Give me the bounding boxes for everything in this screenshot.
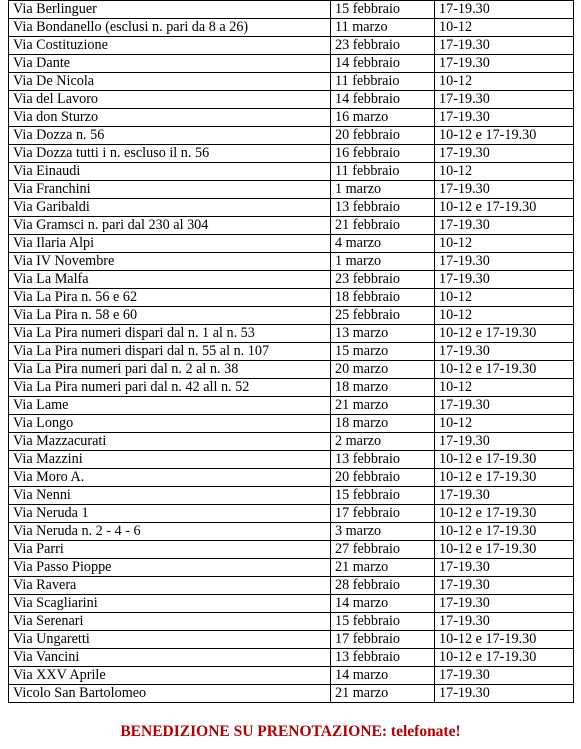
date-cell: 15 marzo <box>331 343 435 361</box>
time-cell: 17-19.30 <box>435 667 574 685</box>
street-cell: Via Bondanello (esclusi n. pari da 8 a 26) <box>9 19 331 37</box>
table-row <box>9 505 574 523</box>
date-cell: 4 marzo <box>331 235 435 253</box>
time-cell: 10-12 e 17-19.30 <box>435 361 574 379</box>
time-cell: 10-12 e 17-19.30 <box>435 505 574 523</box>
table-row <box>9 217 574 235</box>
date-cell: 14 marzo <box>331 667 435 685</box>
date-cell: 11 febbraio <box>331 163 435 181</box>
time-cell: 10-12 e 17-19.30 <box>435 199 574 217</box>
table-row <box>9 469 574 487</box>
time-cell: 17-19.30 <box>435 1 574 19</box>
time-cell: 10-12 e 17-19.30 <box>435 451 574 469</box>
street-cell: Via Nenni <box>9 487 331 505</box>
street-cell: Via Parri <box>9 541 331 559</box>
street-cell: Via Dozza tutti i n. escluso il n. 56 <box>9 145 331 163</box>
table-row <box>9 253 574 271</box>
table-row <box>9 73 574 91</box>
street-cell: Via La Pira n. 58 e 60 <box>9 307 331 325</box>
table-row <box>9 379 574 397</box>
date-cell: 21 marzo <box>331 559 435 577</box>
date-cell: 14 febbraio <box>331 91 435 109</box>
time-cell: 10-12 <box>435 163 574 181</box>
street-cell: Via La Pira numeri pari dal n. 42 all n. 52 <box>9 379 331 397</box>
table-row <box>9 487 574 505</box>
table-row <box>9 271 574 289</box>
date-cell: 14 febbraio <box>331 55 435 73</box>
street-cell: Via Lame <box>9 397 331 415</box>
table-row <box>9 37 574 55</box>
table-row <box>9 397 574 415</box>
time-cell: 10-12 <box>435 379 574 397</box>
street-cell: Via La Malfa <box>9 271 331 289</box>
date-cell: 15 febbraio <box>331 1 435 19</box>
time-cell: 10-12 e 17-19.30 <box>435 649 574 667</box>
table-row <box>9 19 574 37</box>
schedule-table-body <box>9 1 574 703</box>
table-row <box>9 541 574 559</box>
time-cell: 17-19.30 <box>435 343 574 361</box>
street-cell: Via De Nicola <box>9 73 331 91</box>
time-cell: 10-12 <box>435 415 574 433</box>
date-cell: 14 marzo <box>331 595 435 613</box>
table-row <box>9 199 574 217</box>
table-row <box>9 415 574 433</box>
street-cell: Via IV Novembre <box>9 253 331 271</box>
time-cell: 17-19.30 <box>435 109 574 127</box>
time-cell: 17-19.30 <box>435 253 574 271</box>
date-cell: 25 febbraio <box>331 307 435 325</box>
date-cell: 18 marzo <box>331 415 435 433</box>
time-cell: 10-12 e 17-19.30 <box>435 523 574 541</box>
date-cell: 13 febbraio <box>331 199 435 217</box>
time-cell: 17-19.30 <box>435 271 574 289</box>
time-cell: 17-19.30 <box>435 181 574 199</box>
street-cell: Via XXV Aprile <box>9 667 331 685</box>
street-cell: Via Neruda 1 <box>9 505 331 523</box>
table-row <box>9 109 574 127</box>
blessing-schedule-table <box>8 0 574 703</box>
street-cell: Via Passo Pioppe <box>9 559 331 577</box>
date-cell: 23 febbraio <box>331 37 435 55</box>
time-cell: 10-12 e 17-19.30 <box>435 325 574 343</box>
time-cell: 17-19.30 <box>435 55 574 73</box>
date-cell: 28 febbraio <box>331 577 435 595</box>
date-cell: 21 marzo <box>331 685 435 703</box>
street-cell: Via Dante <box>9 55 331 73</box>
table-row <box>9 181 574 199</box>
street-cell: Via Serenari <box>9 613 331 631</box>
date-cell: 11 marzo <box>331 19 435 37</box>
time-cell: 17-19.30 <box>435 487 574 505</box>
time-cell: 10-12 e 17-19.30 <box>435 127 574 145</box>
date-cell: 11 febbraio <box>331 73 435 91</box>
time-cell: 10-12 e 17-19.30 <box>435 631 574 649</box>
table-row <box>9 595 574 613</box>
table-row <box>9 613 574 631</box>
date-cell: 2 marzo <box>331 433 435 451</box>
table-row <box>9 451 574 469</box>
date-cell: 1 marzo <box>331 253 435 271</box>
street-cell: Via Ilaria Alpi <box>9 235 331 253</box>
time-cell: 17-19.30 <box>435 217 574 235</box>
time-cell: 17-19.30 <box>435 145 574 163</box>
street-cell: Via Garibaldi <box>9 199 331 217</box>
street-cell: Via Einaudi <box>9 163 331 181</box>
date-cell: 20 marzo <box>331 361 435 379</box>
street-cell: Via Longo <box>9 415 331 433</box>
date-cell: 18 febbraio <box>331 289 435 307</box>
street-cell: Via La Pira numeri dispari dal n. 1 al n. 53 <box>9 325 331 343</box>
date-cell: 17 febbraio <box>331 505 435 523</box>
table-row <box>9 667 574 685</box>
table-row <box>9 1 574 19</box>
street-cell: Via Ravera <box>9 577 331 595</box>
street-cell: Via Mazzini <box>9 451 331 469</box>
date-cell: 13 marzo <box>331 325 435 343</box>
table-row <box>9 649 574 667</box>
street-cell: Via Gramsci n. pari dal 230 al 304 <box>9 217 331 235</box>
table-row <box>9 91 574 109</box>
street-cell: Via don Sturzo <box>9 109 331 127</box>
date-cell: 18 marzo <box>331 379 435 397</box>
time-cell: 17-19.30 <box>435 559 574 577</box>
time-cell: 10-12 <box>435 235 574 253</box>
time-cell: 10-12 e 17-19.30 <box>435 541 574 559</box>
street-cell: Via Neruda n. 2 - 4 - 6 <box>9 523 331 541</box>
table-row <box>9 127 574 145</box>
time-cell: 17-19.30 <box>435 685 574 703</box>
time-cell: 17-19.30 <box>435 37 574 55</box>
booking-notice: BENEDIZIONE SU PRENOTAZIONE: telefonate! <box>120 723 461 740</box>
date-cell: 13 febbraio <box>331 451 435 469</box>
street-cell: Via Dozza n. 56 <box>9 127 331 145</box>
time-cell: 10-12 e 17-19.30 <box>435 469 574 487</box>
time-cell: 17-19.30 <box>435 613 574 631</box>
table-row <box>9 685 574 703</box>
table-row <box>9 523 574 541</box>
date-cell: 27 febbraio <box>331 541 435 559</box>
date-cell: 23 febbraio <box>331 271 435 289</box>
table-row <box>9 631 574 649</box>
table-row <box>9 343 574 361</box>
street-cell: Vicolo San Bartolomeo <box>9 685 331 703</box>
time-cell: 17-19.30 <box>435 433 574 451</box>
time-cell: 17-19.30 <box>435 595 574 613</box>
table-row <box>9 577 574 595</box>
table-row <box>9 361 574 379</box>
time-cell: 17-19.30 <box>435 91 574 109</box>
street-cell: Via Costituzione <box>9 37 331 55</box>
date-cell: 21 febbraio <box>331 217 435 235</box>
table-row <box>9 307 574 325</box>
date-cell: 16 febbraio <box>331 145 435 163</box>
time-cell: 17-19.30 <box>435 577 574 595</box>
street-cell: Via Berlinguer <box>9 1 331 19</box>
street-cell: Via Ungaretti <box>9 631 331 649</box>
street-cell: Via del Lavoro <box>9 91 331 109</box>
street-cell: Via Moro A. <box>9 469 331 487</box>
street-cell: Via Scagliarini <box>9 595 331 613</box>
table-row <box>9 433 574 451</box>
date-cell: 15 febbraio <box>331 487 435 505</box>
time-cell: 10-12 <box>435 19 574 37</box>
time-cell: 17-19.30 <box>435 397 574 415</box>
date-cell: 21 marzo <box>331 397 435 415</box>
date-cell: 15 febbraio <box>331 613 435 631</box>
street-cell: Via Franchini <box>9 181 331 199</box>
table-row <box>9 163 574 181</box>
date-cell: 20 febbraio <box>331 127 435 145</box>
time-cell: 10-12 <box>435 289 574 307</box>
table-row <box>9 289 574 307</box>
street-cell: Via Vancini <box>9 649 331 667</box>
date-cell: 13 febbraio <box>331 649 435 667</box>
street-cell: Via La Pira n. 56 e 62 <box>9 289 331 307</box>
street-cell: Via La Pira numeri pari dal n. 2 al n. 38 <box>9 361 331 379</box>
street-cell: Via La Pira numeri dispari dal n. 55 al n. 107 <box>9 343 331 361</box>
table-row <box>9 145 574 163</box>
date-cell: 3 marzo <box>331 523 435 541</box>
table-row <box>9 559 574 577</box>
table-row <box>9 325 574 343</box>
date-cell: 20 febbraio <box>331 469 435 487</box>
street-cell: Via Mazzacurati <box>9 433 331 451</box>
time-cell: 10-12 <box>435 307 574 325</box>
time-cell: 10-12 <box>435 73 574 91</box>
date-cell: 17 febbraio <box>331 631 435 649</box>
table-row <box>9 55 574 73</box>
date-cell: 1 marzo <box>331 181 435 199</box>
table-row <box>9 235 574 253</box>
date-cell: 16 marzo <box>331 109 435 127</box>
